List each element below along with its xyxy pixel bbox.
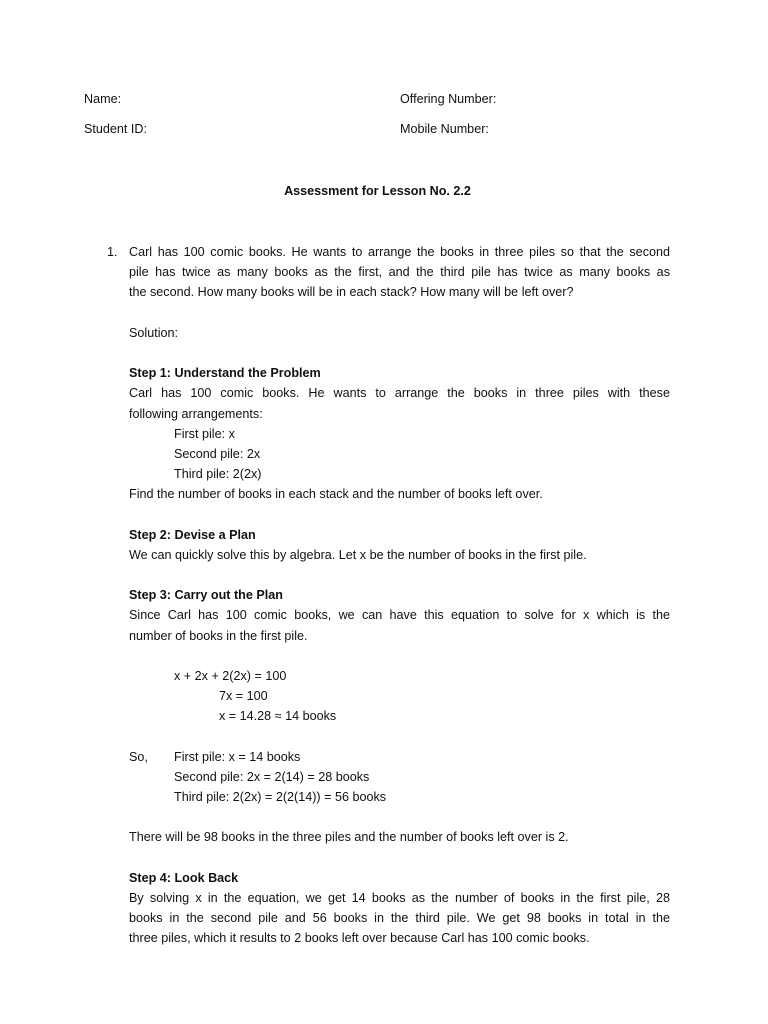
question-line: Carl has 100 comic books. He wants to arrange the books in three piles so that the second [129,245,670,259]
arrangement-second: Second pile: 2x [174,446,261,461]
so-label: So, [129,749,148,764]
equation: x + 2x + 2(2x) = 100 [174,668,287,683]
equation-step: 7x = 100 [219,689,268,704]
result-row [129,747,670,767]
step4-line: By solving x in the equation, we get 14 books as the number of books in the first pile, 28 [129,891,670,905]
solution-label: Solution: [129,325,179,340]
step4-line: books in the second pile and 56 books in the third pile. We get 98 books in total in the [129,911,670,926]
arrangement-third: Third pile: 2(2x) [174,467,262,482]
result-first-pile: First pile: x = 14 books [174,749,301,764]
result-second-pile: Second pile: 2x = 2(14) = 28 books [174,769,370,784]
step1-heading: Step 1: Understand the Problem [129,366,321,381]
arrangement-first: First pile: x [174,426,235,441]
step3-intro-line: Since Carl has 100 comic books, we can have this equation to solve for x which is the [129,608,670,623]
step4-line: three piles, which it results to 2 books left over because Carl has 100 comic books. [129,931,590,946]
question-body [129,242,670,949]
equation-step: x = 14.28 ≈ 14 books [219,709,337,724]
step1-intro-line: following arrangements: [129,406,263,421]
offering-number-label: Offering Number: [400,92,497,106]
step3-conclusion: There will be 98 books in the three piles and the number of books left over is 2. [129,830,569,845]
step2-heading: Step 2: Devise a Plan [129,527,256,542]
mobile-number-label: Mobile Number: [400,122,489,136]
question-line: the second. How many books will be in each stack? How many will be left over? [129,285,574,300]
question-number: 1. [107,245,118,259]
step2-text: We can quickly solve this by algebra. Let x be the number of books in the first pile. [129,547,587,562]
name-label: Name: [84,92,122,106]
question-line: pile has twice as many books as the first, and the third pile has twice as many books as [129,265,670,280]
step1-intro-line: Carl has 100 comic books. He wants to arrange the books in three piles with these [129,386,670,401]
step3-heading: Step 3: Carry out the Plan [129,588,283,603]
step4-heading: Step 4: Look Back [129,870,239,885]
page-title: Assessment for Lesson No. 2.2 [284,184,471,198]
student-id-label: Student ID: [84,122,148,136]
step3-intro-line: number of books in the first pile. [129,628,308,643]
step1-closing: Find the number of books in each stack and the number of books left over. [129,487,543,502]
result-third-pile: Third pile: 2(2x) = 2(2(14)) = 56 books [174,790,387,805]
